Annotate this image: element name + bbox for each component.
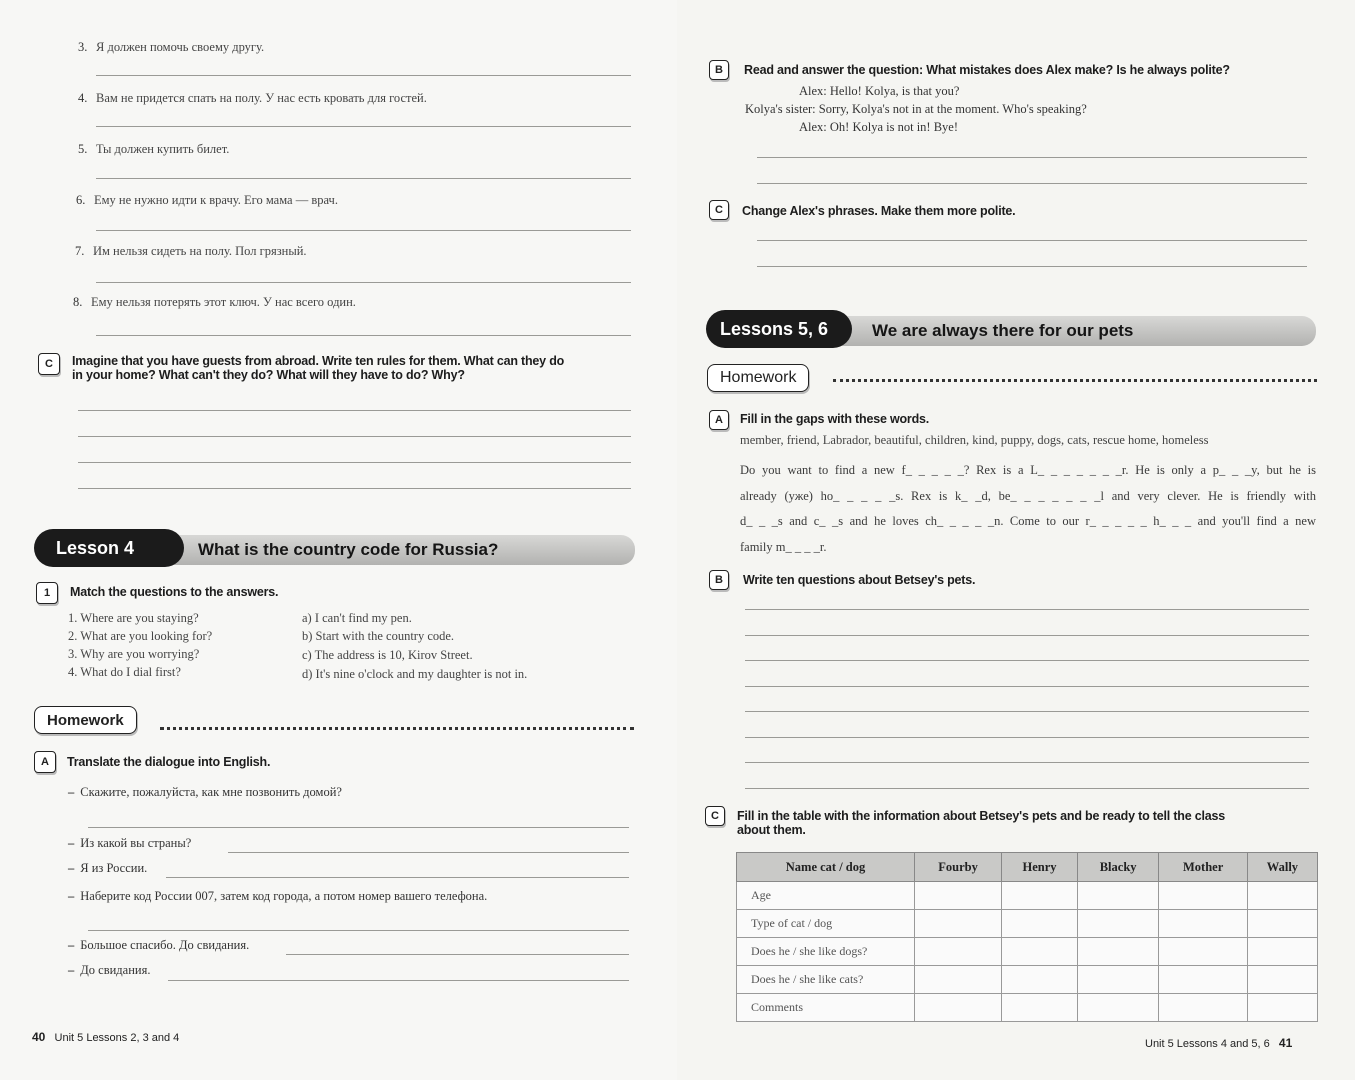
dialogue-line: Kolya's sister: Sorry, Kolya's not in at the moment. Who's speaking?	[745, 102, 1087, 116]
answer-line[interactable]	[88, 827, 629, 828]
answer-line[interactable]	[168, 980, 629, 981]
answer-line[interactable]	[745, 635, 1309, 636]
table-row	[737, 938, 1318, 966]
translation-item: 8. Ему нельзя потерять этот ключ. У нас всего один.	[73, 295, 356, 309]
row-label: Age	[737, 882, 915, 910]
translation-item: 6. Ему не нужно идти к врачу. Его мама — врач.	[76, 193, 338, 207]
lesson-title: We are always there for our pets	[832, 316, 1316, 346]
dialogue-line: – Я из России.	[68, 861, 148, 875]
lesson-label: Lesson 4	[34, 529, 184, 567]
match-question: 3. Why are you worrying?	[68, 647, 200, 661]
answer-line[interactable]	[757, 240, 1307, 241]
task-b-marker: B	[709, 60, 729, 80]
task-a-marker: A	[34, 751, 56, 773]
table-header-row	[737, 853, 1318, 882]
task-1-instruction: Match the questions to the answers.	[70, 585, 279, 599]
task-b-instruction: Write ten questions about Betsey's pets.	[743, 573, 976, 587]
homework-divider	[833, 379, 1317, 382]
gap-text-line: already (уже) ho_ _ _ _ _s. Rex is k_ _d, be_ _ _ _ _ _ _l and very clever. He is friendly with	[740, 489, 1316, 503]
task-a-instruction: Translate the dialogue into English.	[67, 755, 271, 769]
table-cell[interactable]	[1247, 882, 1317, 910]
answer-line[interactable]	[286, 954, 629, 955]
answer-line[interactable]	[96, 335, 631, 336]
table-cell[interactable]	[1077, 938, 1158, 966]
table-header: Mother	[1159, 853, 1248, 882]
table-cell[interactable]	[915, 882, 1002, 910]
answer-line[interactable]	[78, 462, 631, 463]
page-number: 40	[32, 1030, 46, 1044]
task-c-instruction: Imagine that you have guests from abroad. Write ten rules for them. What can they do in your home? What can't they do? What will they have to do? Why?	[72, 354, 565, 382]
match-question: 4. What do I dial first?	[68, 665, 181, 679]
task-b-marker: B	[709, 570, 729, 590]
answer-line[interactable]	[88, 930, 629, 931]
left-page	[0, 0, 677, 1080]
row-label: Comments	[737, 994, 915, 1022]
answer-line[interactable]	[96, 75, 631, 76]
lesson-banner	[34, 529, 635, 567]
match-answer: a) I can't find my pen.	[302, 611, 412, 625]
answer-line[interactable]	[745, 660, 1309, 661]
answer-line[interactable]	[745, 737, 1309, 738]
table-cell[interactable]	[1159, 994, 1248, 1022]
table-cell[interactable]	[1002, 882, 1078, 910]
table-cell[interactable]	[1247, 938, 1317, 966]
answer-line[interactable]	[78, 410, 631, 411]
table-cell[interactable]	[1002, 910, 1078, 938]
dialogue-line: – До свидания.	[68, 963, 151, 977]
footer-unit: Unit 5 Lessons 4 and 5, 6	[1145, 1038, 1270, 1050]
translation-item: 4. Вам не придется спать на полу. У нас есть кровать для гостей.	[78, 91, 427, 105]
answer-line[interactable]	[228, 852, 629, 853]
word-bank: member, friend, Labrador, beautiful, children, kind, puppy, dogs, cats, rescue home, homeless	[740, 433, 1209, 447]
table-header: Name cat / dog	[737, 853, 915, 882]
translation-item: 7. Им нельзя сидеть на полу. Пол грязный.	[75, 244, 307, 258]
answer-line[interactable]	[757, 183, 1307, 184]
table-row	[737, 882, 1318, 910]
row-label: Does he / she like dogs?	[737, 938, 915, 966]
translation-item: 3. Я должен помочь своему другу.	[78, 40, 265, 54]
homework-divider	[160, 727, 634, 730]
table-header: Fourby	[915, 853, 1002, 882]
match-answer: c) The address is 10, Kirov Street.	[302, 648, 473, 662]
match-answer: d) It's nine o'clock and my daughter is not in.	[302, 667, 528, 681]
answer-line[interactable]	[166, 877, 629, 878]
lesson-banner	[706, 310, 1316, 348]
match-answer: b) Start with the country code.	[302, 629, 455, 643]
dialogue-line: Alex: Hello! Kolya, is that you?	[799, 84, 960, 98]
right-footer	[1145, 1036, 1292, 1050]
answer-line[interactable]	[745, 788, 1309, 789]
table-header: Blacky	[1077, 853, 1158, 882]
task-c-marker: C	[709, 200, 729, 220]
task-c-marker: C	[38, 353, 60, 375]
gap-text-line: family m_ _ _ _r.	[740, 540, 827, 554]
answer-line[interactable]	[96, 230, 631, 231]
table-cell[interactable]	[1077, 966, 1158, 994]
table-cell[interactable]	[1002, 994, 1078, 1022]
answer-line[interactable]	[96, 178, 631, 179]
table-cell[interactable]	[1002, 966, 1078, 994]
table-cell[interactable]	[1247, 910, 1317, 938]
table-cell[interactable]	[1077, 994, 1158, 1022]
table-row	[737, 994, 1318, 1022]
dialogue-line: – Скажите, пожалуйста, как мне позвонить домой?	[68, 785, 342, 799]
answer-line[interactable]	[78, 488, 631, 489]
answer-line[interactable]	[745, 609, 1309, 610]
answer-line[interactable]	[757, 157, 1307, 158]
dialogue-line: Alex: Oh! Kolya is not in! Bye!	[799, 120, 959, 134]
answer-line[interactable]	[78, 436, 631, 437]
lesson-title: What is the country code for Russia?	[164, 535, 635, 565]
answer-line[interactable]	[745, 762, 1309, 763]
lesson-label: Lessons 5, 6	[706, 310, 852, 348]
table-header: Wally	[1247, 853, 1317, 882]
answer-line[interactable]	[745, 711, 1309, 712]
task-a-marker: A	[709, 410, 729, 430]
gap-text-line: d_ _ _s and c_ _s and he loves ch_ _ _ _ _n. Come to our r_ _ _ _ _ h_ _ _ and you'll find a new	[740, 514, 1316, 528]
footer-unit: Unit 5 Lessons 2, 3 and 4	[54, 1032, 180, 1044]
task-b-instruction: Read and answer the question: What mistakes does Alex make? Is he always polite?	[744, 63, 1230, 77]
table-cell[interactable]	[1247, 994, 1317, 1022]
table-cell[interactable]	[915, 938, 1002, 966]
task-1-marker: 1	[36, 582, 58, 604]
table-cell[interactable]	[1159, 882, 1248, 910]
answer-line[interactable]	[96, 126, 631, 127]
page-number: 41	[1278, 1036, 1293, 1050]
row-label: Type of cat / dog	[737, 910, 915, 938]
table-cell[interactable]	[1077, 882, 1158, 910]
match-question: 2. What are you looking for?	[68, 629, 213, 643]
pets-table	[736, 852, 1318, 1022]
homework-tab: Homework	[707, 364, 809, 392]
table-row	[737, 966, 1318, 994]
dialogue-line: – Наберите код России 007, затем код города, а потом номер вашего телефона.	[68, 889, 488, 903]
task-c-instruction: Change Alex's phrases. Make them more polite.	[742, 204, 1016, 218]
table-row	[737, 910, 1318, 938]
table-cell[interactable]	[1159, 910, 1248, 938]
dialogue-line: – Из какой вы страны?	[68, 836, 192, 850]
homework-tab: Homework	[34, 706, 137, 734]
table-cell[interactable]	[1002, 938, 1078, 966]
right-page	[677, 0, 1355, 1080]
table-cell[interactable]	[1159, 966, 1248, 994]
table-cell[interactable]	[915, 910, 1002, 938]
gap-text-line: Do you want to find a new f_ _ _ _ _? Rex is a L_ _ _ _ _ _ _r. He is only a p_ _ _y, but he is	[740, 463, 1316, 477]
answer-line[interactable]	[757, 266, 1307, 267]
table-cell[interactable]	[915, 966, 1002, 994]
answer-line[interactable]	[745, 686, 1309, 687]
answer-line[interactable]	[96, 282, 631, 283]
left-footer	[32, 1030, 179, 1044]
table-cell[interactable]	[1077, 910, 1158, 938]
table-cell[interactable]	[1159, 938, 1248, 966]
table-header: Henry	[1002, 853, 1078, 882]
row-label: Does he / she like cats?	[737, 966, 915, 994]
translation-item: 5. Ты должен купить билет.	[78, 142, 230, 156]
match-question: 1. Where are you staying?	[68, 611, 199, 625]
task-c-marker: C	[705, 806, 725, 826]
table-cell[interactable]	[1247, 966, 1317, 994]
table-cell[interactable]	[915, 994, 1002, 1022]
task-a-instruction: Fill in the gaps with these words.	[740, 412, 930, 426]
dialogue-line: – Большое спасибо. До свидания.	[68, 938, 250, 952]
task-c-instruction: Fill in the table with the information about Betsey's pets and be ready to tell the class about them.	[737, 809, 1226, 837]
